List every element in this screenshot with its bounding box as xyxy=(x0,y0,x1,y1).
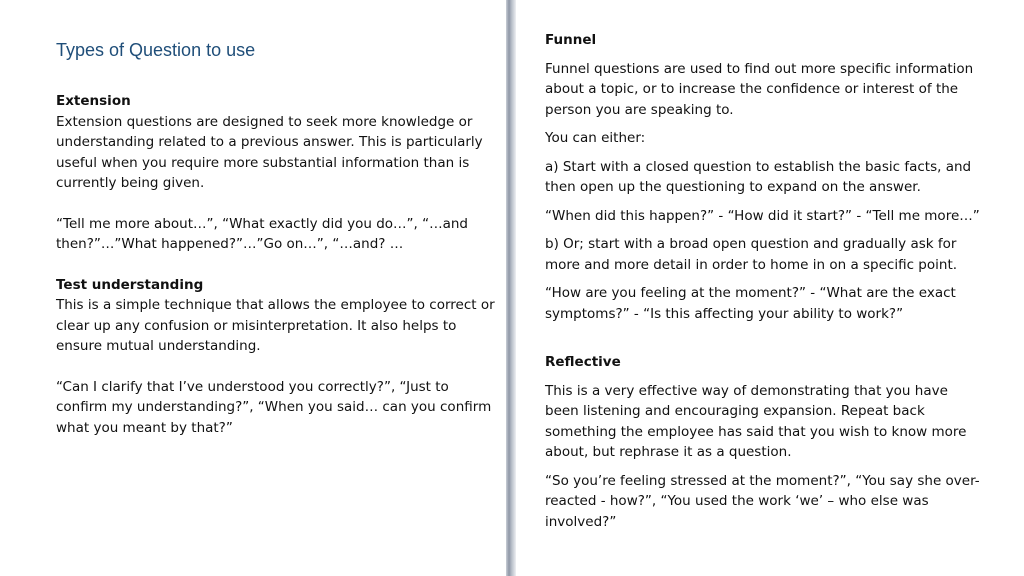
funnel-option-b: b) Or; start with a broad open question and gradually ask for more and more detail in order to home in on a specific point. xyxy=(545,236,958,273)
spacer xyxy=(545,51,985,59)
funnel-option-a: a) Start with a closed question to establish the basic facts, and then open up the questioning to expand on the answer. xyxy=(545,158,972,195)
test-understanding-text: This is a simple technique that allows the employee to correct or clear up any confusion or misinterpretation. It also helps to ensure mutual understanding. xyxy=(56,297,495,354)
spacer xyxy=(56,357,496,377)
funnel-either: You can either: xyxy=(545,130,646,146)
column-divider xyxy=(506,0,516,576)
spacer xyxy=(545,226,985,234)
right-column xyxy=(545,30,985,532)
spacer xyxy=(56,194,496,214)
spacer xyxy=(545,463,985,471)
reflective-heading: Reflective xyxy=(545,354,621,370)
funnel-option-b-examples: “How are you feeling at the moment?” - “What are the exact symptoms?” - “Is this affecting your ability to work?” xyxy=(545,285,956,322)
left-column xyxy=(56,91,496,438)
spacer xyxy=(545,373,985,381)
reflective-text: This is a very effective way of demonstrating that you have been listening and encouraging expansion. Repeat back something the employee has said that you wish to know more about, but rephrase it as a question. xyxy=(545,382,967,460)
extension-heading: Extension xyxy=(56,93,131,109)
slide-title: Types of Question to use xyxy=(56,40,256,60)
test-understanding-heading: Test understanding xyxy=(56,276,204,293)
funnel-heading: Funnel xyxy=(545,32,597,48)
spacer xyxy=(545,149,985,157)
test-understanding-examples: “Can I clarify that I’ve understood you correctly?”, “Just to confirm my understanding?”, “When you said… can you confirm what you meant by that?” xyxy=(56,378,492,436)
spacer xyxy=(545,324,985,352)
extension-examples: “Tell me more about…”, “What exactly did you do…”, “…and then?”…”What happened?”…”Go on…”, “…and? … xyxy=(56,215,468,252)
spacer xyxy=(56,255,496,275)
funnel-option-a-examples: “When did this happen?” - “How did it start?” - “Tell me more…” xyxy=(545,207,980,224)
spacer xyxy=(545,275,985,283)
reflective-examples: “So you’re feeling stressed at the moment?”, “You say she over-reacted - how?”, “You used the work ‘we’ – who else was involved?” xyxy=(545,472,980,530)
funnel-text: Funnel questions are used to find out more specific information about a topic, or to increase the confidence or interest of the person you are speaking to. xyxy=(545,60,974,118)
extension-text: Extension questions are designed to seek more knowledge or understanding related to a previous answer. This is particularly useful when you require more substantial information than is currently being given. xyxy=(56,113,483,191)
spacer xyxy=(545,198,985,206)
spacer xyxy=(545,120,985,128)
